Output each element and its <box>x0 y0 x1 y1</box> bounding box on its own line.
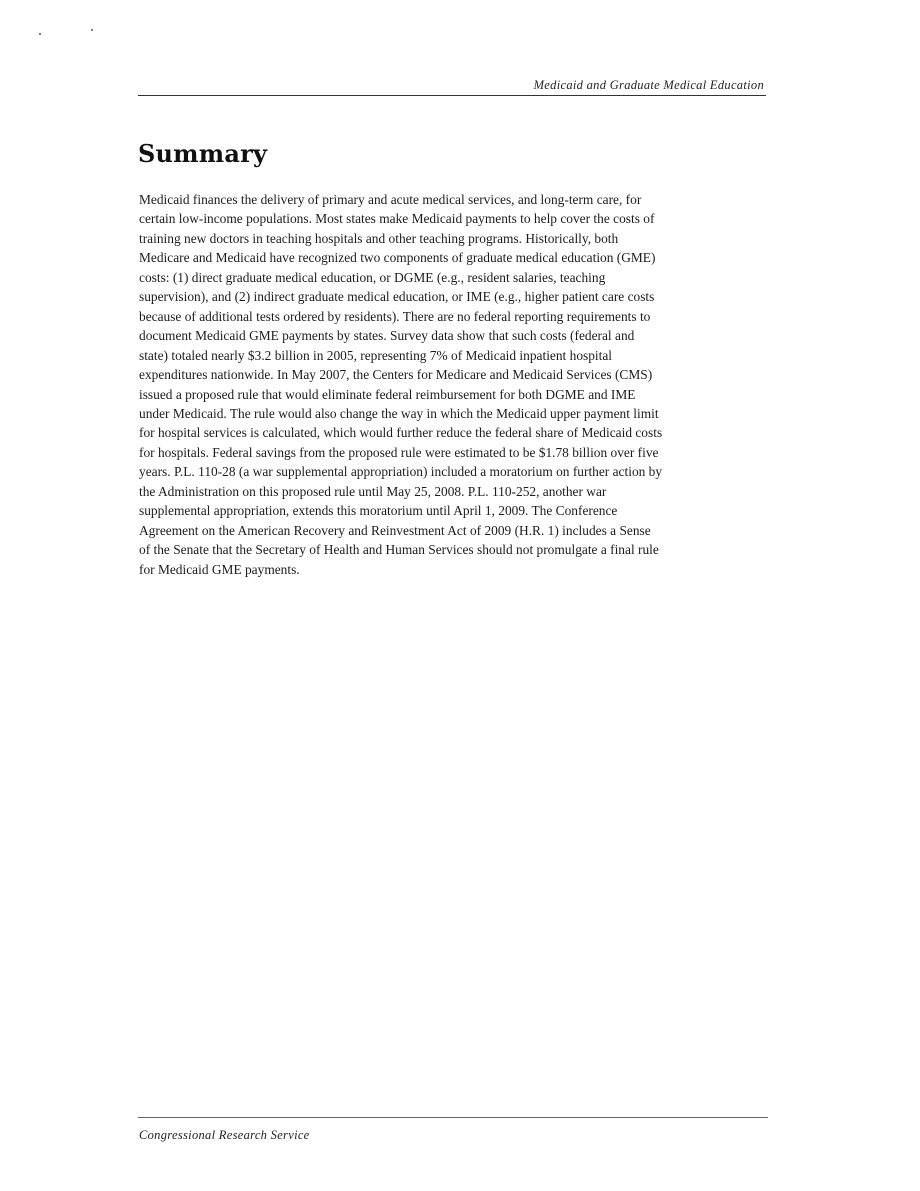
section-title: Summary <box>138 139 268 168</box>
paragraph-line: expenditures nationwide. In May 2007, the Centers for Medicare and Medicaid Services (CMS) <box>139 367 653 383</box>
paragraph-line: years. P.L. 110-28 (a war supplemental appropriation) included a moratorium on further action by <box>139 464 663 480</box>
running-header <box>138 75 766 96</box>
scan-speck <box>91 29 93 31</box>
paragraph-line: because of additional tests ordered by residents). There are no federal reporting requirements to <box>139 308 651 324</box>
paragraph-line: of the Senate that the Secretary of Health and Human Services should not promulgate a final rule <box>139 542 659 558</box>
footer-publisher: Congressional Research Service <box>139 1128 310 1142</box>
footer-divider <box>138 1117 768 1118</box>
paragraph-line: supplemental appropriation, extends this moratorium until April 1, 2009. The Conference <box>139 503 618 519</box>
summary-paragraph <box>139 190 765 579</box>
paragraph-line: state) totaled nearly $3.2 billion in 2005, representing 7% of Medicaid inpatient hospital <box>139 347 613 363</box>
paragraph-line: costs: (1) direct graduate medical education, or DGME (e.g., resident salaries, teaching <box>139 269 606 285</box>
paragraph-line: for hospitals. Federal savings from the proposed rule were estimated to be $1.78 billion over five <box>139 444 659 460</box>
paragraph-line: for Medicaid GME payments. <box>139 561 300 577</box>
paragraph-line: under Medicaid. The rule would also change the way in which the Medicaid upper payment limit <box>139 405 659 421</box>
paragraph-line: supervision), and (2) indirect graduate medical education, or IME (e.g., higher patient care costs <box>139 289 655 305</box>
paragraph-line: Medicaid finances the delivery of primary and acute medical services, and long-term care, for <box>139 192 642 207</box>
paragraph-line: Agreement on the American Recovery and Reinvestment Act of 2009 (H.R. 1) includes a Sense <box>139 522 651 538</box>
paragraph-line: Medicare and Medicaid have recognized two components of graduate medical education (GME) <box>139 250 656 266</box>
paragraph-line: document Medicaid GME payments by states. Survey data show that such costs (federal and <box>139 328 635 344</box>
paragraph-line: issued a proposed rule that would eliminate federal reimbursement for both DGME and IME <box>139 386 636 402</box>
paragraph-line: the Administration on this proposed rule until May 25, 2008. P.L. 110-252, another war <box>139 483 607 499</box>
paragraph-line: training new doctors in teaching hospitals and other teaching programs. Historically, both <box>139 230 619 246</box>
scan-speck <box>39 33 41 35</box>
paragraph-line: certain low-income populations. Most states make Medicaid payments to help cover the costs of <box>139 211 655 227</box>
paragraph-line: for hospital services is calculated, which would further reduce the federal share of Medicaid costs <box>139 425 663 441</box>
running-header-title: Medicaid and Graduate Medical Education <box>533 78 764 92</box>
